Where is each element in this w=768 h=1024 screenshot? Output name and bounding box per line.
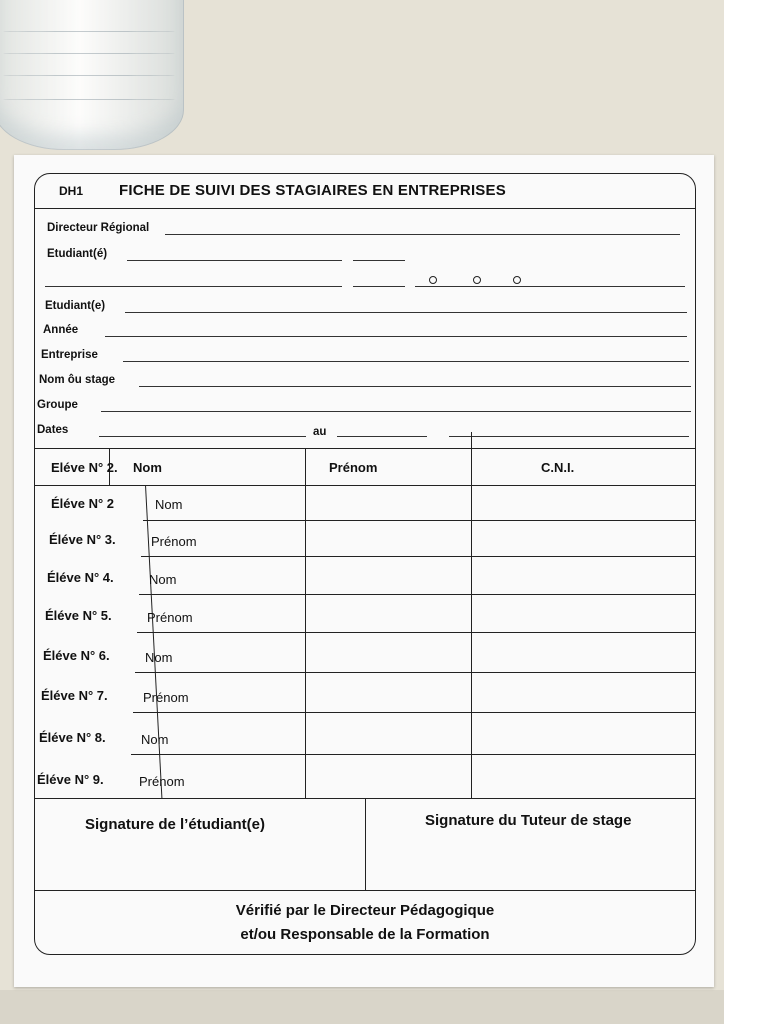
row-value: Prénom [139,774,185,789]
col-divider-nom [305,448,306,798]
row-divider [141,556,695,557]
label-dates: Dates [37,424,69,436]
field-groupe-line[interactable] [101,411,691,412]
field-etudiant-2-line[interactable] [125,312,687,313]
verified-line-2: et/ou Responsable de la Formation [240,926,490,943]
option-circle-3[interactable] [513,276,521,284]
paper-sheet [14,155,714,987]
field-directeur-line[interactable] [165,234,680,235]
row-label: Éléve N° 8. [39,730,106,745]
row-value: Nom [155,497,183,512]
table-header-prenom: Prénom [329,460,378,475]
row-value: Prénom [147,610,193,625]
field-blank-line-c[interactable] [415,286,685,287]
signature-divider [365,798,366,890]
option-circle-1[interactable] [429,276,437,284]
row-divider [139,594,695,595]
row-divider [135,672,695,673]
row-divider [131,754,695,755]
row-label: Éléve N° 4. [47,570,114,585]
label-etudiant-1: Etudiant(é) [47,248,108,260]
verified-line-1: Vérifié par le Directeur Pédagogique [235,902,495,919]
label-groupe: Groupe [37,399,78,411]
row-value: Prénom [143,690,189,705]
form-header [35,174,695,209]
field-etudiant-1-extra-line[interactable] [353,260,405,261]
field-annee-line[interactable] [105,336,687,337]
background-right [724,0,768,1024]
row-label: Éléve N° 5. [45,608,112,623]
row-label: Éléve N° 7. [41,688,108,703]
label-nom-stage: Nom ôu stage [39,374,116,386]
option-circle-2[interactable] [473,276,481,284]
field-date-extra-line[interactable] [449,436,689,437]
label-entreprise: Entreprise [41,349,98,361]
form-code: DH1 [59,184,84,198]
water-glass [0,0,184,150]
signature-student-label: Signature de l’étudiant(e) [85,816,266,833]
row-label: Éléve N° 9. [37,772,104,787]
table-header-cni: C.N.I. [541,460,575,475]
field-blank-line-b[interactable] [353,286,405,287]
field-blank-line-a[interactable] [45,286,342,287]
field-entreprise-line[interactable] [123,361,689,362]
label-au: au [313,426,327,438]
label-etudiant-2: Etudiant(e) [45,300,106,312]
row-label: Éléve N° 2 [51,496,115,511]
row-label: Éléve N° 6. [43,648,110,663]
row-value: Nom [149,572,177,587]
verification-divider [35,890,695,891]
form-frame [34,173,696,955]
table-header-nom: Nom [133,460,162,475]
signature-tutor-label: Signature du Tuteur de stage [425,812,632,829]
field-nom-stage-line[interactable] [139,386,691,387]
row-value: Nom [145,650,173,665]
row-value: Prénom [151,534,197,549]
label-directeur: Directeur Régional [47,222,150,234]
row-divider [143,520,695,521]
row-value: Nom [141,732,169,747]
form-title: FICHE DE SUIVI DES STAGIAIRES EN ENTREPRISES [119,182,506,199]
col-divider-prenom [471,432,472,798]
row-label: Éléve N° 3. [49,532,116,547]
label-annee: Année [43,324,79,336]
table-surface [0,990,724,1024]
col-divider-label [145,485,162,798]
table-header-divider [35,485,695,486]
table-top-border [35,448,695,449]
table-header-eleve: Eléve N° 2. [51,460,118,475]
field-etudiant-1-line[interactable] [127,260,342,261]
field-date-end-line[interactable] [337,436,427,437]
row-divider [133,712,695,713]
field-date-start-line[interactable] [99,436,306,437]
row-divider [137,632,695,633]
